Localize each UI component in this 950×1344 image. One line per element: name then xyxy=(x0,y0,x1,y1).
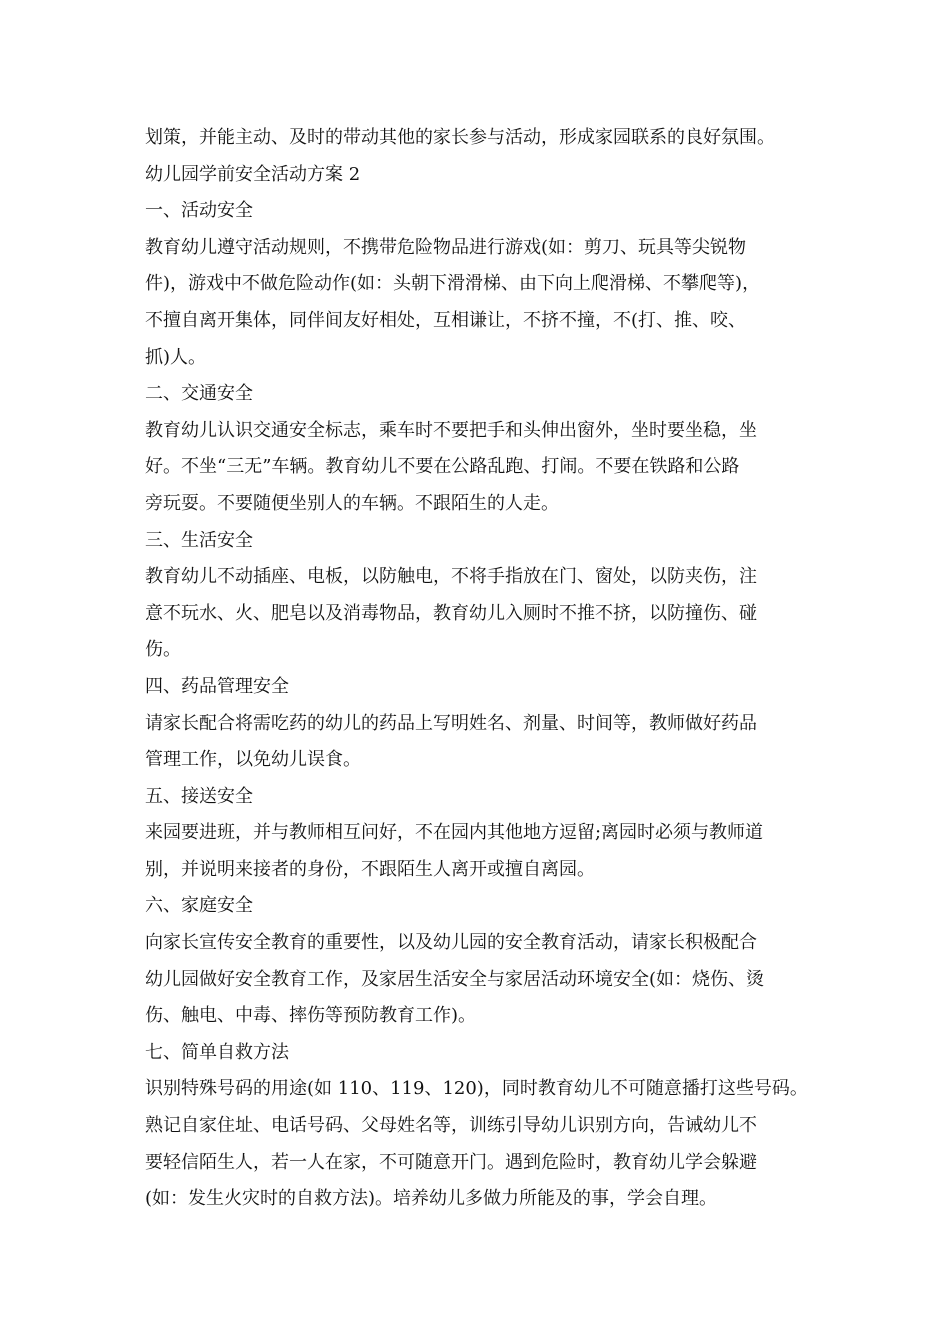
text-line: 旁玩耍。不要随便坐别人的车辆。不跟陌生的人走。 xyxy=(145,492,559,514)
section-heading: 一、活动安全 xyxy=(145,200,253,222)
document-body xyxy=(145,120,835,1218)
text-line: 抓)人。 xyxy=(145,346,207,368)
text-line: 来园要进班，并与教师相互问好，不在园内其他地方逗留;离园时必须与教师道 xyxy=(145,822,764,844)
text-line: 划策，并能主动、及时的带动其他的家长参与活动，形成家园联系的良好氛围。 xyxy=(145,127,775,148)
text-line: 伤。 xyxy=(145,639,181,661)
text-line: 件)，游戏中不做危险动作(如：头朝下滑滑梯、由下向上爬滑梯、不攀爬等)， xyxy=(145,273,761,295)
text-line: 幼儿园做好安全教育工作，及家居生活安全与家居活动环境安全(如：烧伤、烫 xyxy=(145,968,765,990)
text-line: 管理工作，以免幼儿误食。 xyxy=(145,749,361,771)
section-heading: 二、交通安全 xyxy=(145,383,253,405)
section-heading: 七、简单自救方法 xyxy=(145,1041,289,1063)
text-line: 识别特殊号码的用途(如 110、119、120)，同时教育幼儿不可随意播打这些号码。 xyxy=(145,1078,808,1100)
section-heading: 五、接送安全 xyxy=(145,785,253,807)
text-line: 意不玩水、火、肥皂以及消毒物品，教育幼儿入厕时不推不挤，以防撞伤、碰 xyxy=(145,602,757,624)
text-line: 教育幼儿遵守活动规则，不携带危险物品进行游戏(如：剪刀、玩具等尖锐物 xyxy=(145,236,747,258)
section-heading: 三、生活安全 xyxy=(145,529,253,551)
text-line: (如：发生火灾时的自救方法)。培养幼儿多做力所能及的事，学会自理。 xyxy=(145,1188,718,1210)
text-line: 好。不坐“三无”车辆。教育幼儿不要在公路乱跑、打闹。不要在铁路和公路 xyxy=(145,456,740,478)
text-line: 请家长配合将需吃药的幼儿的药品上写明姓名、剂量、时间等，教师做好药品 xyxy=(145,712,757,734)
section-heading: 六、家庭安全 xyxy=(145,895,253,917)
text-line: 熟记自家住址、电话号码、父母姓名等，训练引导幼儿识别方向，告诫幼儿不 xyxy=(145,1115,757,1137)
text-line: 不擅自离开集体，同伴间友好相处，互相谦让，不挤不撞，不(打、推、咬、 xyxy=(145,309,747,331)
text-line: 向家长宣传安全教育的重要性，以及幼儿园的安全教育活动，请家长积极配合 xyxy=(145,932,757,954)
section-heading: 四、药品管理安全 xyxy=(145,675,289,697)
text-line: 别，并说明来接者的身份，不跟陌生人离开或擅自离园。 xyxy=(145,858,595,880)
text-line: 伤、触电、中毒、摔伤等预防教育工作)。 xyxy=(145,1005,477,1027)
text-line: 要轻信陌生人，若一人在家，不可随意开门。遇到危险时，教育幼儿学会躲避 xyxy=(145,1151,757,1173)
section-title: 幼儿园学前安全活动方案 2 xyxy=(145,163,361,185)
text-line: 教育幼儿认识交通安全标志，乘车时不要把手和头伸出窗外，坐时要坐稳，坐 xyxy=(145,419,757,441)
text-line: 教育幼儿不动插座、电板，以防触电，不将手指放在门、窗处，以防夹伤，注 xyxy=(145,566,757,588)
